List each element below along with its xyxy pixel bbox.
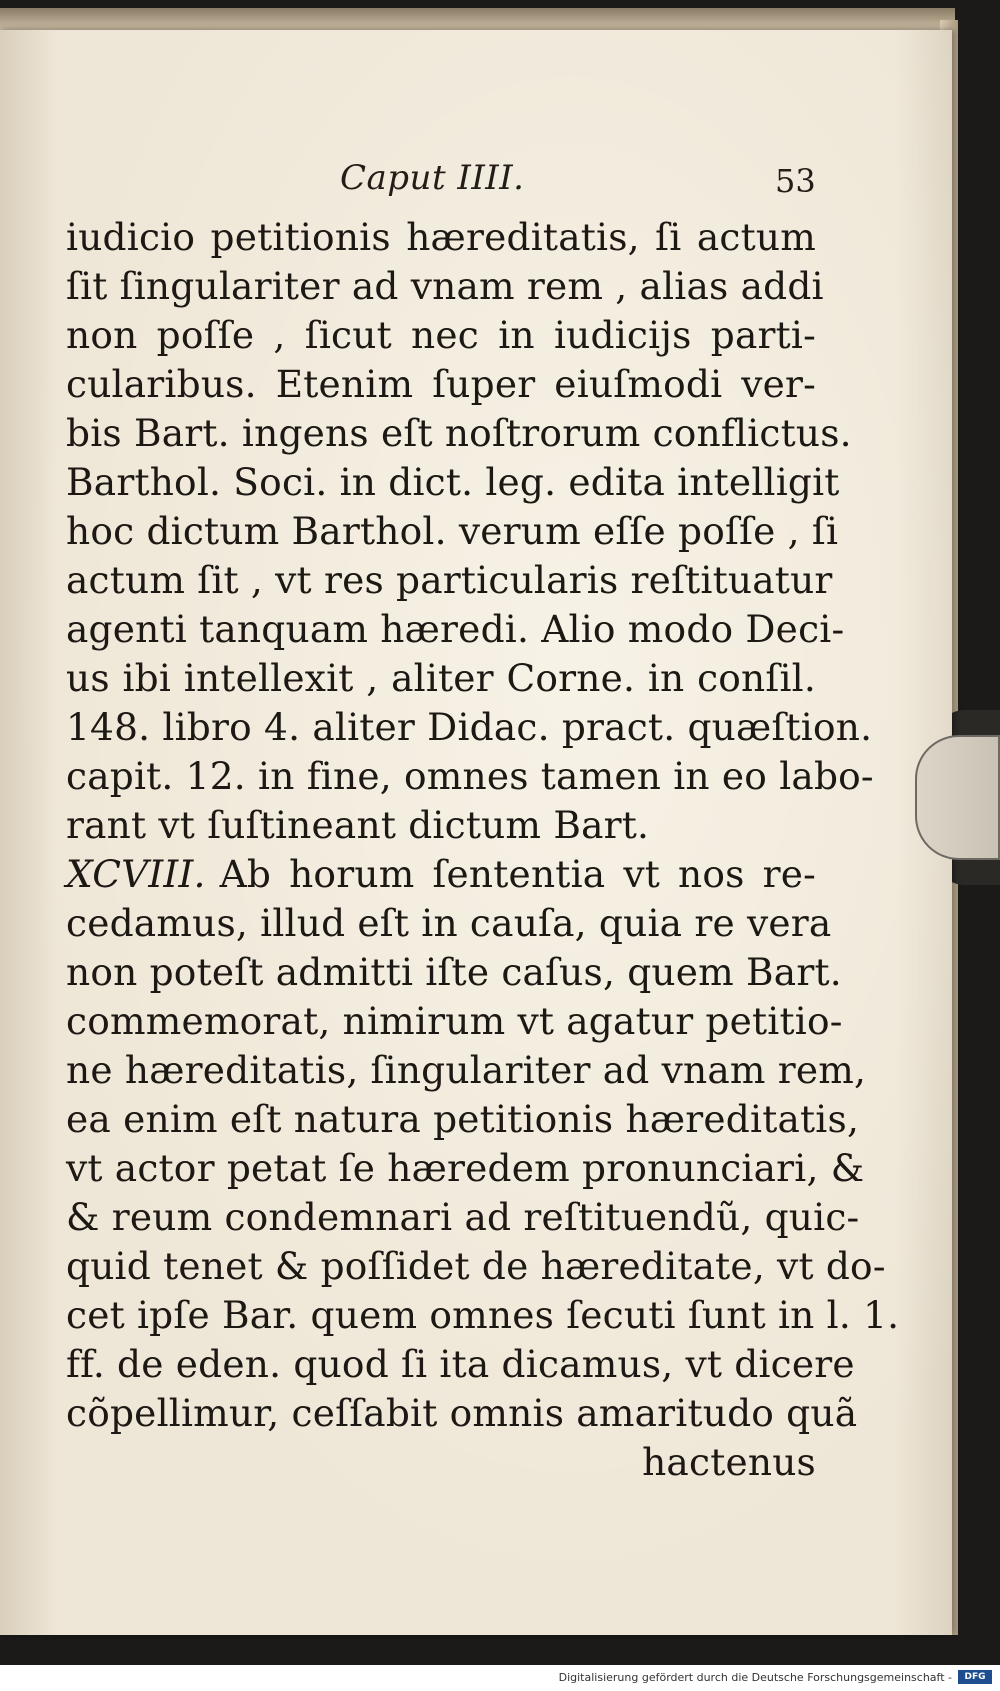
text-line: capit. 12. in fine, omnes tamen in eo labo- (66, 754, 874, 798)
text-line: ea enim eſt natura petitionis hæreditatis, (66, 1097, 860, 1141)
text-line: ſit ſingulariter ad vnam rem , alias addi (66, 264, 824, 308)
text-line: ne hæreditatis, ſingulariter ad vnam rem, (66, 1048, 867, 1092)
body-text (66, 213, 900, 1487)
text-line: cõpellimur, ceſſabit omnis amaritudo quã (66, 1391, 858, 1435)
running-head: Caput IIII. (340, 158, 525, 198)
text-line: quid tenet & poſſidet de hæreditate, vt do- (66, 1244, 886, 1288)
text-line: cedamus, illud eſt in cauſa, quia re vera (66, 901, 832, 945)
footer-bar (0, 1665, 1000, 1691)
text-line: us ibi intellexit , aliter Corne. in conſil. (66, 656, 816, 700)
text-line: cet ipſe Bar. quem omnes ſecuti ſunt in l. 1. (66, 1293, 900, 1337)
text-line: ff. de eden. quod ſi ita dicamus, vt dicere (66, 1342, 855, 1386)
section-first-text: Ab horum ſententia vt nos re- (219, 852, 816, 896)
section-number: XCVIII. (66, 852, 206, 896)
book-page (0, 30, 952, 1635)
page-clip (915, 735, 1000, 860)
funding-credit: Digitalisierung gefördert durch die Deutsche Forschungsgemeinschaft - (558, 1671, 952, 1684)
text-line: hoc dictum Barthol. verum eſſe poſſe , ſi (66, 509, 839, 553)
catchword: hactenus (642, 1440, 816, 1484)
text-line: bis Bart. ingens eſt noſtrorum conflictus. (66, 411, 852, 455)
text-line: actum ſit , vt res particularis reſtituatur (66, 558, 833, 602)
text-line: commemorat, nimirum vt agatur petitio- (66, 999, 843, 1043)
section-first-line (66, 850, 816, 899)
dfg-logo: DFG (958, 1670, 992, 1684)
text-line: 148. libro 4. aliter Didac. pract. quæſtion. (66, 705, 873, 749)
text-line: iudicio petitionis hæreditatis, ſi actum (66, 215, 816, 259)
text-line: non poſſe , ſicut nec in iudicijs parti- (66, 313, 816, 357)
text-line: Barthol. Soci. in dict. leg. edita intelligit (66, 460, 840, 504)
text-line: rant vt ſuſtineant dictum Bart. (66, 803, 650, 847)
text-line: & reum condemnari ad reſtituendũ, quic- (66, 1195, 860, 1239)
page-header (0, 150, 952, 210)
text-line: vt actor petat ſe hæredem pronunciari, & (66, 1146, 865, 1190)
text-line: cularibus. Etenim ſuper eiuſmodi ver- (66, 362, 816, 406)
page-number: 53 (775, 162, 816, 200)
text-line: non poteſt admitti iſte caſus, quem Bart. (66, 950, 842, 994)
text-line: agenti tanquam hæredi. Alio modo Deci- (66, 607, 845, 651)
